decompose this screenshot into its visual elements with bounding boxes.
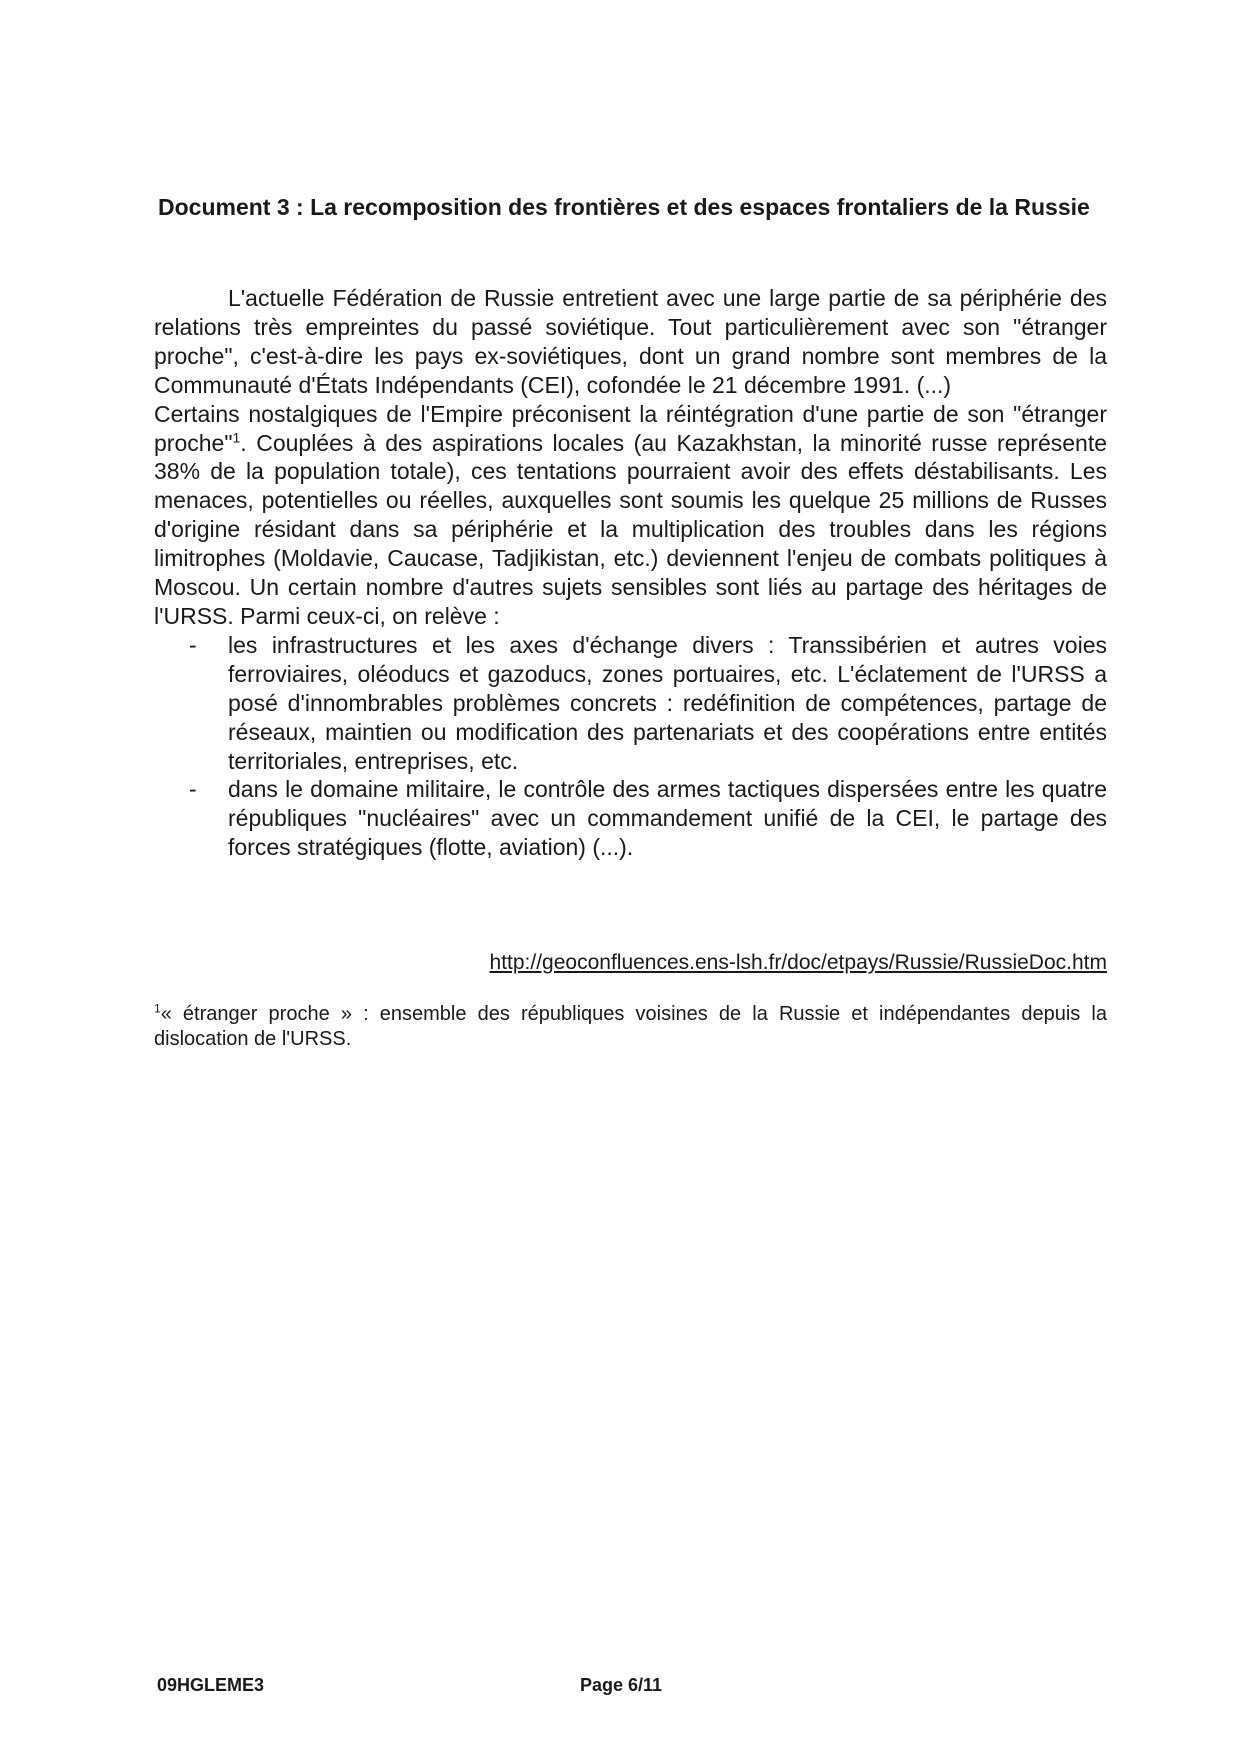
footnote	[154, 1002, 1107, 1052]
list-item-text: dans le domaine militaire, le contrôle des armes tactiques dispersées entre les quatre républiques "nucléaires" avec un commandement unifié de la CEI, le partage des forces stratégiques (flotte, aviation) (...).	[228, 776, 1107, 861]
paragraph-2	[154, 400, 1107, 631]
source-citation	[154, 950, 1107, 976]
footer-page-number: Page 6/11	[580, 1675, 663, 1695]
document-body	[154, 284, 1107, 862]
footnote-number: 1	[154, 1001, 161, 1016]
list-item	[189, 631, 1107, 776]
list-item	[189, 775, 1107, 862]
footnote-reference: 1	[232, 428, 241, 445]
bullet-list	[154, 631, 1107, 862]
paragraph-1: L'actuelle Fédération de Russie entretient avec une large partie de sa périphérie des relations très empreintes du passé soviétique. Tout particulièrement avec son "étranger proche", c'est-à-dire les pays ex-soviétiques, dont un grand nombre sont membres de la Communauté d'États Indépendants (CEI), cofondée le 21 décembre 1991. (...)	[154, 285, 1107, 398]
paragraph-2-text-end: . Couplées à des aspirations locales (au Kazakhstan, la minorité russe représente 38% de la population totale), ces tentations pourraient avoir des effets déstabilisants. Les menaces, potentielles ou réelles, auxquelles sont soumis les quelque 25 millions de Russes d'origine résidant dans sa périphérie et la multiplication des troubles dans les régions limitrophes (Moldavie, Caucase, Tadjikistan, etc.) deviennent l'enjeu de combats politiques à Moscou. Un certain nombre d'autres sujets sensibles sont liés au partage des héritages de l'URSS. Parmi ceux-ci, on relève :	[154, 429, 1107, 629]
list-item-text: les infrastructures et les axes d'échange divers : Transsibérien et autres voies ferroviaires, oléoducs et gazoducs, zones portuaires, etc. L'éclatement de l'URSS a posé d'innombrables problèmes concrets : redéfinition de compétences, partage de réseaux, maintien ou modification des partenariats et des coopérations entre entités territoriales, entreprises, etc.	[228, 631, 1107, 774]
footnote-text: « étranger proche » : ensemble des républiques voisines de la Russie et indépendantes depuis la dislocation de l'URSS.	[154, 1003, 1107, 1050]
source-link[interactable]: http://geoconfluences.ens-lsh.fr/doc/etpays/Russie/RussieDoc.htm	[489, 951, 1107, 974]
bullet-dash: -	[189, 631, 197, 658]
paragraph-2-text-start: Certains nostalgiques de l'Empire préconisent la réintégration d'une partie de son "étranger proche"	[154, 400, 1107, 456]
document-title: Document 3 : La recomposition des frontières et des espaces frontaliers de la Russie	[158, 194, 1090, 220]
footer-document-code: 09HGLEME3	[157, 1675, 265, 1695]
bullet-dash: -	[189, 776, 197, 803]
